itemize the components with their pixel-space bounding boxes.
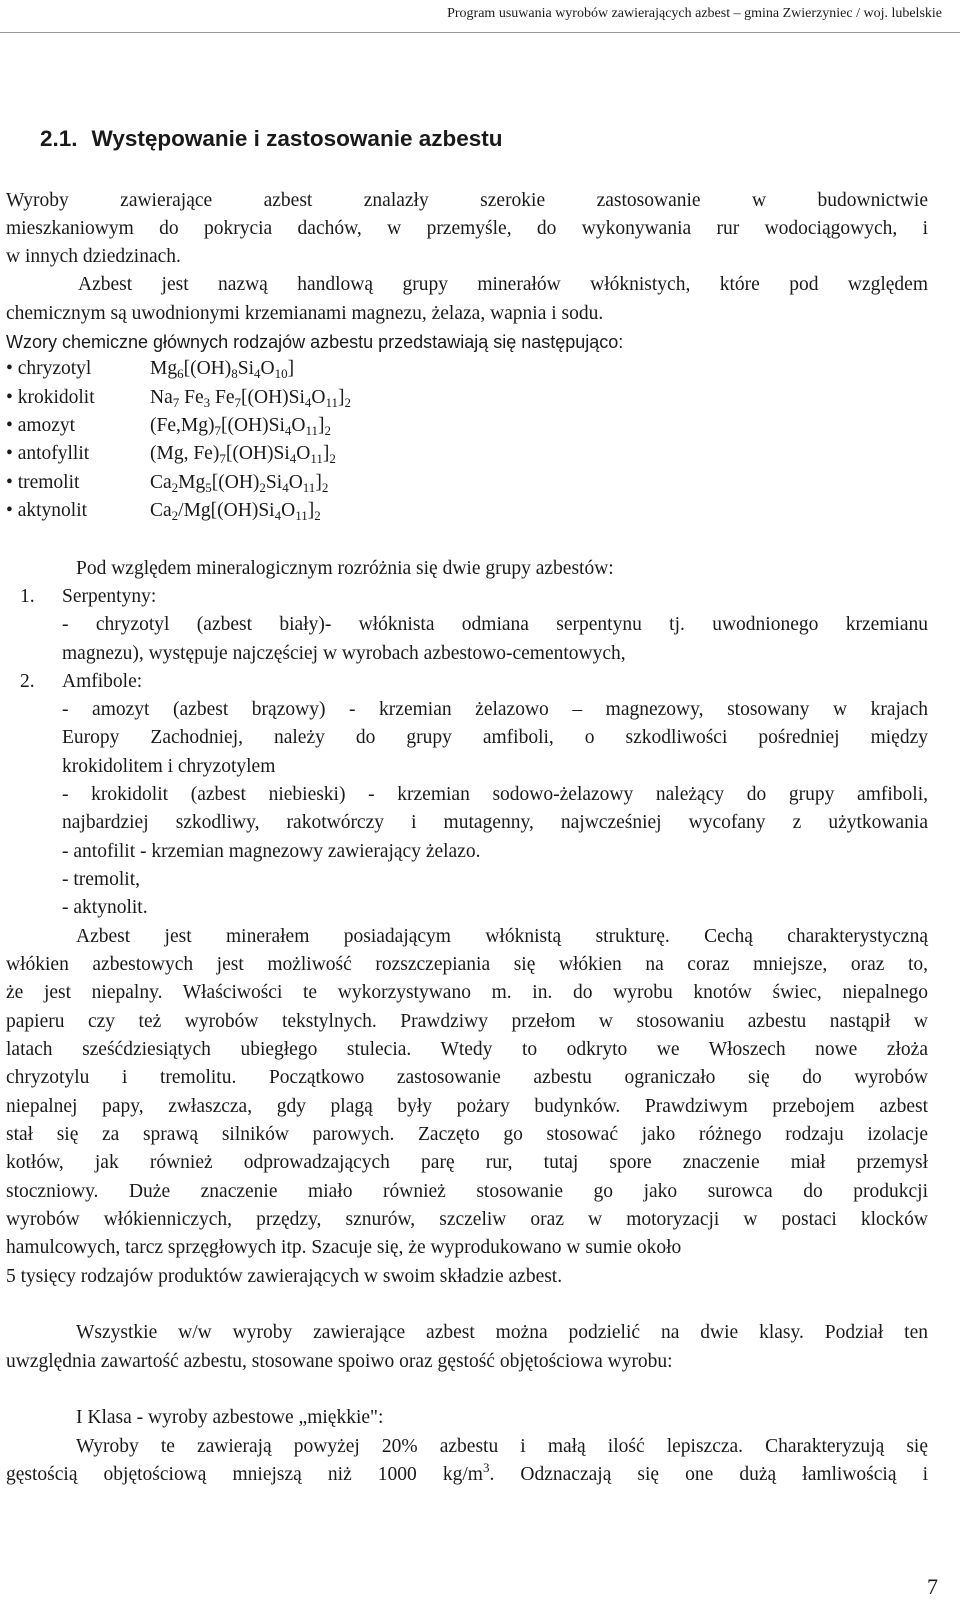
class-1-title: I Klasa - wyroby azbestowe „miękkie": (76, 1407, 384, 1428)
section-heading (40, 126, 502, 152)
body-line: latach sześćdziesiątych ubiegłego stulecia. Wtedy to odkryto we Włoszech nowe złoża (6, 1039, 928, 1060)
group-2-line: - krokidolit (azbest niebieski) - krzemian sodowo-żelazowy należący do grupy amfiboli, (62, 784, 928, 805)
formula-mineral-name: • aktynolit (6, 500, 88, 521)
group-2-line: - amozyt (azbest brązowy) - krzemian żelazowo – magnezowy, stosowany w krajach (62, 699, 928, 720)
group-1-line: magnezu), występuje najczęściej w wyrobach azbestowo-cementowych, (62, 643, 626, 664)
group-1-line: - chryzotyl (azbest biały)- włóknista odmiana serpentynu tj. uwodnionego krzemianu (62, 614, 928, 635)
body-line: chryzotylu i tremolitu. Początkowo zastosowanie azbestu ograniczało się do wyrobów (6, 1067, 928, 1088)
chemical-formula: $Ca_2/Mg[(OH)Si_4O_{11}]_2$ (150, 500, 321, 523)
intro-line-4: Azbest jest nazwą handlową grupy minerałów włóknistych, które pod względem (78, 274, 928, 295)
body-line: niepalnej papy, zwłaszcza, gdy plagą były pożary budynków. Prawdziwym przebojem azbest (6, 1096, 928, 1117)
formula-mineral-name: • amozyt (6, 415, 76, 436)
class-1-line-1: Wyroby te zawierają powyżej 20% azbestu i małą ilość lepiszcza. Charakteryzują się (76, 1436, 928, 1457)
page-number: 7 (927, 1574, 938, 1599)
group-1-title: Serpentyny: (62, 586, 157, 607)
intro-line-3: w innych dziedzinach. (6, 246, 181, 267)
chemical-formula: (Mg, $Fe)_7[(OH)Si_4O_{11}]_2$ (150, 443, 336, 466)
intro-line-2: mieszkaniowym do pokrycia dachów, w przemyśle, do wykonywania rur wodociągowych, i (6, 218, 928, 239)
class-1-line-2-sup: 3 (482, 1460, 490, 1475)
group-2-line: najbardziej szkodliwy, rakotwórczy i mutagenny, najwcześniej wycofany z użytkowania (62, 812, 928, 833)
chemical-formula: $(Fe,Mg)_7[(OH)Si_4O_{11}]_2$ (150, 415, 331, 438)
body-line: stał się za sprawą silników parowych. Zaczęto go stosować jako różnego rodzaju izolacje (6, 1124, 928, 1145)
classes-line: uwzględnia zawartość azbestu, stosowane spoiwo oraz gęstość objętościowa wyrobu: (6, 1351, 673, 1372)
body-line: papieru czy też wyrobów tekstylnych. Prawdziwy przełom w stosowaniu azbestu nastąpił w (6, 1011, 928, 1032)
formula-mineral-name: • chryzotyl (6, 358, 92, 379)
group-2-line: - aktynolit. (62, 897, 148, 918)
formula-mineral-name: • krokidolit (6, 387, 95, 408)
body-line: że jest niepalny. Właściwości te wykorzystywano m. in. do wyrobu knotów świec, niepalnego (6, 982, 928, 1003)
group-2-line: krokidolitem i chryzotylem (62, 756, 276, 777)
group-2-number: 2. (20, 671, 35, 692)
class-1-line-2-b: . Odznaczają się one dużą łamliwością i (489, 1464, 928, 1485)
formula-mineral-name: • tremolit (6, 472, 80, 493)
intro-line-5: chemicznym są uwodnionymi krzemianami magnezu, żelaza, wapnia i sodu. (6, 303, 604, 324)
body-line: stoczniowy. Duże znaczenie miało również stosowanie go jako surowca do produkcji (6, 1181, 928, 1202)
formula-mineral-name: • antofyllit (6, 443, 90, 464)
body-line: wyrobów włókienniczych, przędzy, sznurów, szczeliw oraz w motoryzacji w postaci klocków (6, 1209, 928, 1230)
group-2-title: Amfibole: (62, 671, 143, 692)
section-title: Występowanie i zastosowanie azbestu (91, 126, 503, 151)
chemical-formula: $Mg_6[(OH)_8Si_4O_{10}]$ (150, 358, 295, 381)
intro-line-6: Wzory chemiczne głównych rodzajów azbestu przedstawiają się następująco: (6, 332, 624, 352)
header-rule (0, 32, 960, 33)
intro-line-1: Wyroby zawierające azbest znalazły szerokie zastosowanie w budownictwie (6, 190, 928, 211)
page-header: Program usuwania wyrobów zawierających azbest – gmina Zwierzyniec / woj. lubelskie (447, 6, 942, 21)
group-2-line: - antofilit - krzemian magnezowy zawierający żelazo. (62, 841, 481, 862)
classes-line: Wszystkie w/w wyroby zawierające azbest można podzielić na dwie klasy. Podział ten (76, 1322, 928, 1343)
body-line: hamulcowych, tarcz sprzęgłowych itp. Szacuje się, że wyprodukowano w sumie około (6, 1237, 682, 1258)
body-line: włókien azbestowych jest możliwość rozszczepiania się włókien na coraz mniejsze, oraz to, (6, 954, 928, 975)
groups-intro: Pod względem mineralogicznym rozróżnia się dwie grupy azbestów: (76, 558, 614, 579)
body-line: kotłów, jak również odprowadzających parę rur, tutaj spore znaczenie miał przemysł (6, 1152, 928, 1173)
group-2-line: - tremolit, (62, 869, 140, 890)
section-number: 2.1. (40, 126, 78, 151)
chemical-formula: $Ca_2Mg_5[(OH)_2Si_4O_{11}]_2$ (150, 472, 329, 495)
chemical-formula: $Na_7$ $Fe_3$ $Fe_7[(OH)Si_4O_{11}]_2$ (150, 387, 352, 410)
body-line: Azbest jest minerałem posiadającym włóknistą strukturę. Cechą charakterystyczną (76, 926, 928, 947)
class-1-line-2 (6, 1462, 928, 1488)
class-1-line-2-a: gęstością objętościową mniejszą niż 1000 kg/m (6, 1464, 483, 1485)
body-line: 5 tysięcy rodzajów produktów zawierających w swoim składzie azbest. (6, 1266, 563, 1287)
group-1-number: 1. (20, 586, 35, 607)
group-2-line: Europy Zachodniej, należy do grupy amfiboli, o szkodliwości pośredniej między (62, 727, 928, 748)
